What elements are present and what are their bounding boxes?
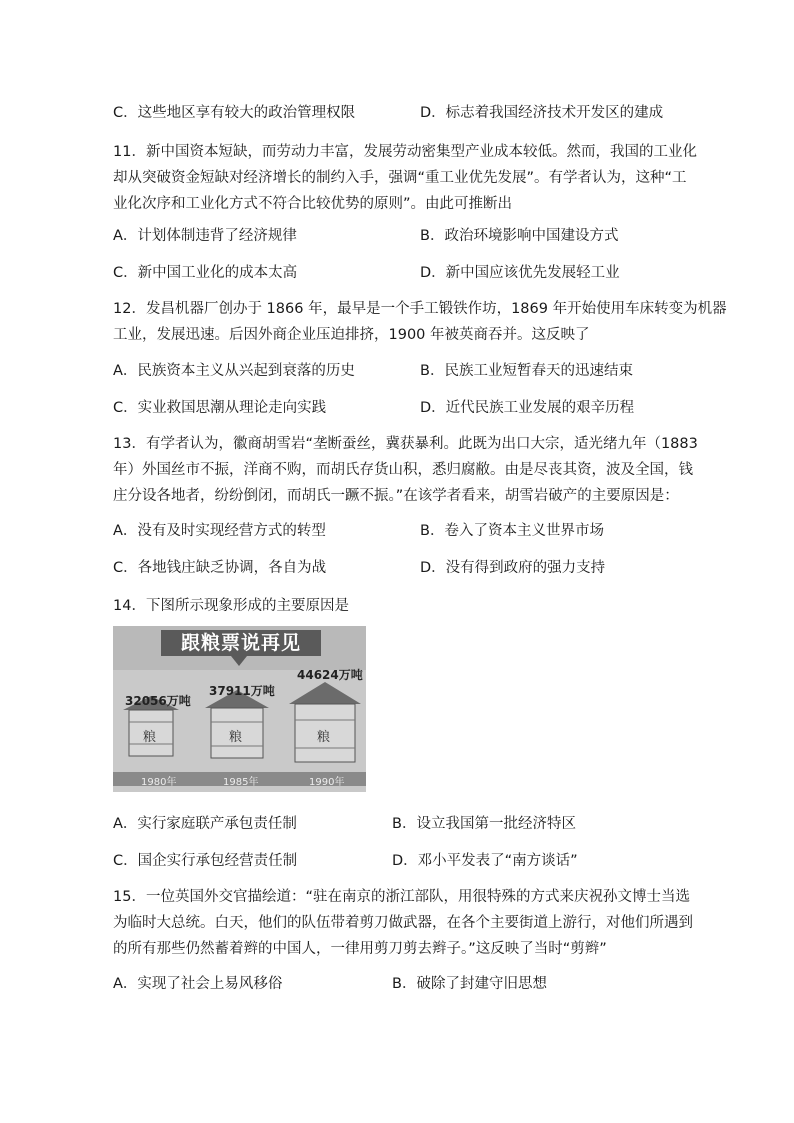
q12-stem-line: 工业，发展迅速。后因外商企业压迫排挤，1900 年被英商吞并。这反映了: [113, 327, 590, 343]
figure-value-1990: 44624万吨: [297, 668, 363, 682]
figure-value-1985: 37911万吨: [209, 684, 275, 698]
q13-option-b: B．卷入了资本主义世界市场: [420, 523, 604, 539]
granary-glyph-1980: 粮: [143, 730, 157, 745]
q11-option-c: C．新中国工业化的成本太高: [113, 265, 298, 281]
q11-stem: [113, 139, 697, 217]
q12-option-c: C．实业救国思潮从理论走向实践: [113, 400, 327, 416]
q14-option-d: D．邓小平发表了“南方谈话”: [392, 853, 578, 869]
q11-stem-line: 业化次序和工业化方式不符合比较优势的原则”。由此可推断出: [113, 196, 513, 212]
q15-option-a: A．实现了社会上易风移俗: [113, 976, 283, 992]
q12-stem: [113, 296, 727, 348]
q15-stem-line: 为临时大总统。白天，他们的队伍带着剪刀做武器，在各个主要街道上游行，对他们所遇到: [113, 915, 693, 931]
figure-year-1990: 1990年: [309, 777, 345, 788]
q14-option-a: A．实行家庭联产承包责任制: [113, 816, 297, 832]
q12-stem-line: 12．发昌机器厂创办于 1866 年，最早是一个手工锻铁作坊，1869 年开始使用车床转变为机器: [113, 301, 727, 317]
q11-option-b: B．政治环境影响中国建设方式: [420, 228, 619, 244]
figure-year-1980: 1980年: [141, 777, 177, 788]
q11-stem-line: 却从突破资金短缺对经济增长的制约入手，强调“重工业优先发展”。有学者认为，这种“工: [113, 170, 687, 186]
grain-ticket-figure: [113, 626, 366, 792]
granary-glyph-1990: 粮: [317, 730, 331, 745]
q11-option-a: A．计划体制违背了经济规律: [113, 228, 297, 244]
figure-value-1980: 32056万吨: [125, 694, 191, 708]
q12-option-a: A．民族资本主义从兴起到衰落的历史: [113, 363, 355, 379]
figure-title: 跟粮票说再见: [161, 630, 321, 656]
q11-stem-line: 11．新中国资本短缺，而劳动力丰富，发展劳动密集型产业成本较低。然而，我国的工业化: [113, 144, 697, 160]
q15-stem-line: 的所有那些仍然蓄着辫的中国人，一律用剪刀剪去辫子。”这反映了当时“剪辫”: [113, 941, 607, 957]
q13-stem-line: 年）外国丝市不振，洋商不购，而胡氏存货山积，悉归腐敝。由是尽丧其资，波及全国，钱: [113, 462, 693, 478]
figure-year-1985: 1985年: [223, 777, 259, 788]
q15-stem: [113, 884, 693, 962]
q13-option-d: D．没有得到政府的强力支持: [420, 560, 606, 576]
q14-option-c: C．国企实行承包经营责任制: [113, 853, 298, 869]
granary-glyph-1985: 粮: [229, 730, 243, 745]
granary-1985-icon: [205, 690, 269, 758]
q10-option-c: C．这些地区享有较大的政治管理权限: [113, 105, 356, 121]
q13-stem-line: 13．有学者认为，徽商胡雪岩“垄断蚕丝，冀获暴利。此既为出口大宗，适光绪九年（1883: [113, 436, 698, 452]
q14-option-b: B．设立我国第一批经济特区: [392, 816, 576, 832]
q13-option-a: A．没有及时实现经营方式的转型: [113, 523, 326, 539]
q13-stem: [113, 431, 698, 509]
q13-option-c: C．各地钱庄缺乏协调，各自为战: [113, 560, 327, 576]
q15-stem-line: 15．一位英国外交官描绘道：“驻在南京的浙江部队，用很特殊的方式来庆祝孙文博士当选: [113, 889, 690, 905]
q13-stem-line: 庄分设各地者，纷纷倒闭，而胡氏一蹶不振。”在该学者看来，胡雪岩破产的主要原因是：: [113, 488, 679, 504]
granary-illustrations: [113, 626, 366, 792]
q15-option-b: B．破除了封建守旧思想: [392, 976, 547, 992]
granary-1990-icon: [289, 682, 361, 762]
q12-option-d: D．近代民族工业发展的艰辛历程: [420, 400, 635, 416]
q10-option-d: D．标志着我国经济技术开发区的建成: [420, 105, 664, 121]
q12-option-b: B．民族工业短暂春天的迅速结束: [420, 363, 633, 379]
q14-stem: 14．下图所示现象形成的主要原因是: [113, 598, 349, 614]
q11-option-d: D．新中国应该优先发展轻工业: [420, 265, 620, 281]
